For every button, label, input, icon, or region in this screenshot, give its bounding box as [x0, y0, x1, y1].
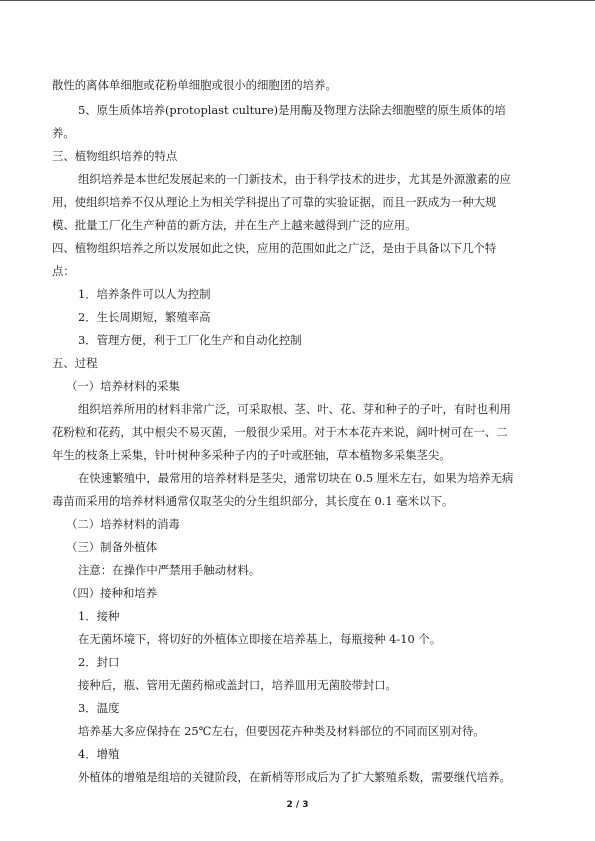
- text-line: 年生的枝条上采集，针叶树种多采种子内的子叶或胚轴，草本植物多采集茎尖。: [52, 448, 451, 462]
- text-line: 模、批量工厂化生产种苗的新方法，并在生产上越来越得到广泛的应用。: [52, 218, 417, 232]
- section-heading: 五、过程: [52, 356, 98, 370]
- page-number: 2 / 3: [286, 800, 309, 810]
- subsection-heading: （二）培养材料的消毒: [66, 517, 180, 531]
- text-line: 接种后，瓶、管用无菌药棉或盖封口，培养皿用无菌胶带封口。: [78, 678, 397, 692]
- text-line: 点：: [52, 264, 75, 278]
- text-line: 在快速繁殖中，最常用的培养材料是茎尖，通常切块在 0.5 厘米左右，如果为培养无病: [78, 471, 514, 485]
- list-item: 1．接种: [78, 609, 120, 623]
- text-line: 用，使组织培养不仅从理论上为相关学科提出了可靠的实验证据，而且一跃成为一种大规: [52, 195, 497, 209]
- text-line: 5、原生质体培养(protoplast culture)是用酶及物理方法除去细胞壁的原生质体的培: [78, 103, 506, 117]
- text-line: 在无菌坏境下，将切好的外植体立即接在培养基上，每瓶接种 4-10 个。: [78, 632, 442, 646]
- text-line: 外植体的增殖是组培的关键阶段，在新梢等形成后为了扩大繁殖系数，需要继代培养。: [78, 770, 511, 784]
- text-line: 毒苗而采用的培养材料通常仅取茎尖的分生组织部分，其长度在 0.1 毫米以下。: [52, 494, 454, 508]
- list-item: 2．封口: [78, 655, 120, 669]
- list-item: 3．温度: [78, 701, 120, 715]
- list-item: 1．培养条件可以人为控制: [78, 287, 211, 301]
- section-heading: 四、植物组织培养之所以发展如此之快，应用的范围如此之广泛，是由于具备以下几个特: [52, 241, 497, 255]
- subsection-heading: （三）制备外植体: [66, 540, 158, 554]
- text-line: 注意：在操作中严禁用手触动材料。: [78, 563, 261, 577]
- text-line: 养。: [52, 126, 75, 140]
- text-line: 培养基大多应保持在 25℃左右，但要因花卉种类及材料部位的不同而区别对待。: [78, 724, 485, 738]
- subsection-heading: （一）培养材料的采集: [66, 379, 180, 393]
- section-heading: 三、植物组织培养的特点: [52, 149, 178, 163]
- text-line: 花粉粒和花药，其中根尖不易灭菌，一般很少采用。对于木本花卉来说，阔叶树可在一、二: [52, 425, 508, 439]
- list-item: 4．增殖: [78, 747, 120, 761]
- list-item: 2．生长周期短，繁殖率高: [78, 310, 211, 324]
- text-line: 组织培养是本世纪发展起来的一门新技术，由于科学技术的进步，尤其是外源激素的应: [78, 172, 511, 186]
- list-item: 3．管理方便，利于工厂化生产和自动化控制: [78, 333, 302, 347]
- page-top-rule: [0, 0, 595, 1]
- subsection-heading: （四）接种和培养: [66, 586, 158, 600]
- text-line: 散性的离体单细胞或花粉单细胞或很小的细胞团的培养。: [52, 78, 337, 92]
- text-line: 组织培养所用的材料非常广泛，可采取根、茎、叶、花、芽和种子的子叶，有时也利用: [78, 402, 511, 416]
